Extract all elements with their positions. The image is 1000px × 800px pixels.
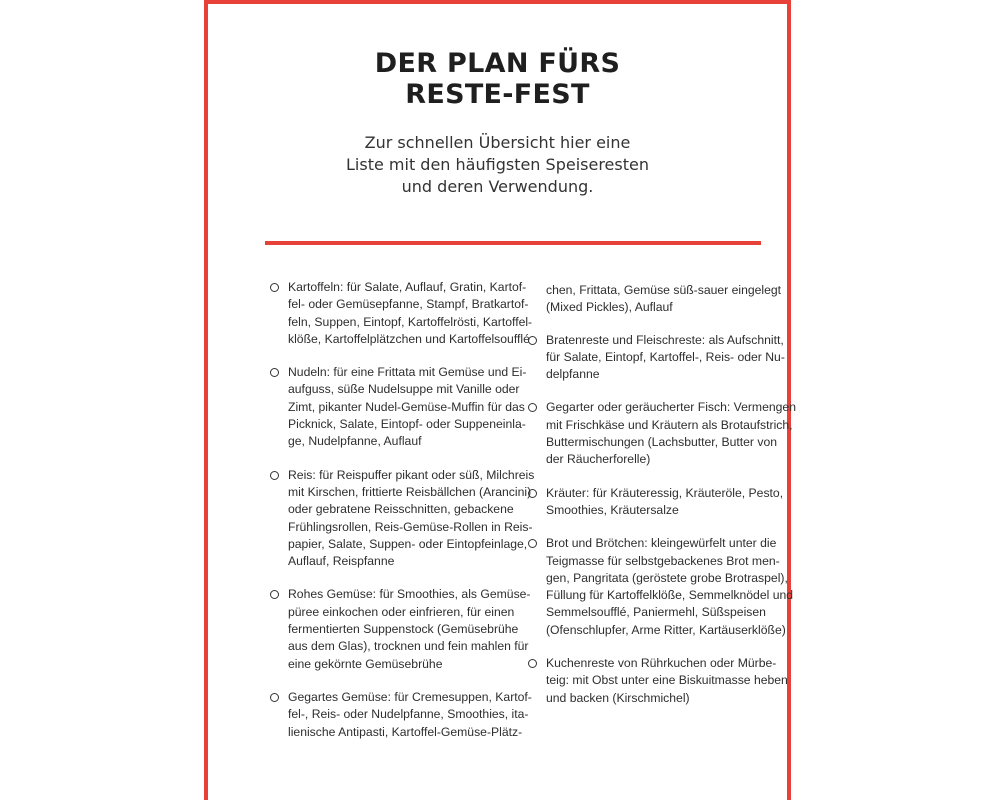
page-subtitle	[208, 132, 787, 198]
list-item	[270, 279, 533, 348]
list-item-line: ge, Nudelpfanne, Auflauf	[288, 434, 422, 449]
list-item-line: aufguss, süße Nudelsuppe mit Vanille oder	[288, 382, 520, 397]
list-item-line: Semmelsoufflé, Paniermehl, Süßspeisen	[546, 605, 766, 620]
list-item-line: Rohes Gemüse: für Smoothies, als Gemüse-	[288, 587, 531, 602]
list-item	[528, 399, 796, 468]
subtitle-line: Liste mit den häufigsten Speiseresten	[346, 155, 649, 174]
list-item-line: fel-, Reis- oder Nudelpfanne, Smoothies, ita-	[288, 707, 529, 722]
list-item-line: chen, Frittata, Gemüse süß-sauer eingelegt	[546, 283, 782, 297]
list-item-line: feln, Suppen, Eintopf, Kartoffelrösti, Kartoffel-	[288, 314, 533, 329]
circle-bullet-icon	[528, 489, 537, 498]
right-column	[528, 282, 796, 723]
list-item	[270, 586, 531, 672]
subtitle-line: Zur schnellen Übersicht hier eine	[364, 133, 631, 152]
list-item-line: Kräuter: für Kräuteressig, Kräuteröle, Pesto,	[546, 485, 784, 500]
list-item	[528, 332, 785, 384]
circle-bullet-icon	[528, 659, 537, 668]
list-item-line: eine gekörnte Gemüsebrühe	[288, 656, 443, 671]
circle-bullet-icon	[270, 693, 279, 702]
list-item-line: klöße, Kartoffelplätzchen und Kartoffelsoufflé	[288, 331, 530, 346]
list-item-line: mit Kirschen, frittierte Reisbällchen (Arancini)	[288, 484, 532, 499]
list-item-line: delpfanne	[546, 367, 600, 382]
list-item-line: püree einkochen oder einfrieren, für einen	[288, 604, 515, 619]
list-item-line: Picknick, Salate, Eintopf- oder Suppeneinla-	[288, 417, 526, 432]
list-item-line: gen, Pangritata (geröstete grobe Brotraspel),	[546, 570, 788, 585]
page-title	[208, 48, 787, 110]
circle-bullet-icon	[528, 403, 537, 412]
circle-bullet-icon	[528, 336, 537, 345]
list-item	[270, 467, 535, 571]
circle-bullet-icon	[270, 590, 279, 599]
list-item-line: Reis: für Reispuffer pikant oder süß, Milchreis	[288, 467, 535, 482]
list-item-line: papier, Salate, Suppen- oder Eintopfeinlage,	[288, 536, 528, 551]
title-line: RESTE-FEST	[405, 79, 590, 110]
list-item-line: Nudeln: für eine Frittata mit Gemüse und Ei-	[288, 365, 527, 380]
list-item-line: Gegarter oder geräucherter Fisch: Vermengen	[546, 400, 796, 415]
list-item-line: Füllung für Kartoffelklöße, Semmelknödel und	[546, 588, 794, 603]
list-item-line: (Ofenschlupfer, Arme Ritter, Kartäuserklöße)	[546, 622, 786, 637]
list-item-line: Gegartes Gemüse: für Cremesuppen, Kartof-	[288, 689, 532, 704]
circle-bullet-icon	[528, 539, 537, 548]
subtitle-line: und deren Verwendung.	[401, 177, 594, 196]
list-item-line: Brot und Brötchen: kleingewürfelt unter die	[546, 536, 777, 551]
document-page	[204, 0, 796, 800]
list-item	[528, 485, 784, 520]
list-item-line: fel- oder Gemüsepfanne, Stampf, Bratkartof-	[288, 297, 529, 312]
list-item-line: mit Frischkäse und Kräutern als Brotaufstrich,	[546, 417, 793, 432]
list-item-line: Teigmasse für selbstgebackenes Brot men-	[546, 553, 780, 568]
list-item-line: Auflauf, Reispfanne	[288, 554, 395, 569]
circle-bullet-icon	[270, 368, 279, 377]
list-item-line: für Salate, Eintopf, Kartoffel-, Reis- oder Nu-	[546, 349, 785, 364]
list-item-line: (Mixed Pickles), Auflauf	[546, 300, 673, 315]
list-item-line: Smoothies, Kräutersalze	[546, 502, 679, 517]
list-item-line: teig: mit Obst unter eine Biskuitmasse heben	[546, 673, 788, 688]
left-column	[270, 279, 535, 757]
divider-rule	[265, 241, 761, 245]
list-item-line: Zimt, pikanter Nudel-Gemüse-Muffin für das	[288, 399, 525, 414]
list-item-line: Buttermischungen (Lachsbutter, Butter von	[546, 435, 778, 450]
list-item-line: Frühlingsrollen, Reis-Gemüse-Rollen in Reis-	[288, 519, 533, 534]
list-item-continuation	[528, 282, 782, 317]
list-item-line: aus dem Glas), trocknen und fein mahlen für	[288, 639, 529, 654]
circle-bullet-icon	[270, 283, 279, 292]
circle-bullet-icon	[270, 471, 279, 480]
list-item	[270, 689, 532, 741]
list-item-line: oder gebratene Reisschnitten, gebackene	[288, 502, 514, 517]
list-item	[270, 364, 527, 450]
list-item-line: und backen (Kirschmichel)	[546, 690, 690, 705]
list-item-line: Kuchenreste von Rührkuchen oder Mürbe-	[546, 656, 777, 671]
list-item	[528, 655, 788, 707]
list-item-line: Kartoffeln: für Salate, Auflauf, Gratin, Kartof-	[288, 280, 527, 294]
list-item-line: der Räucherforelle)	[546, 452, 651, 467]
list-item-line: Bratenreste und Fleischreste: als Aufschnitt,	[546, 332, 784, 347]
list-item-line: lienische Antipasti, Kartoffel-Gemüse-Plätz-	[288, 724, 523, 739]
title-line: DER PLAN FÜRS	[374, 48, 621, 79]
list-item	[528, 535, 794, 639]
list-item-line: fermentierten Suppenstock (Gemüsebrühe	[288, 622, 519, 637]
